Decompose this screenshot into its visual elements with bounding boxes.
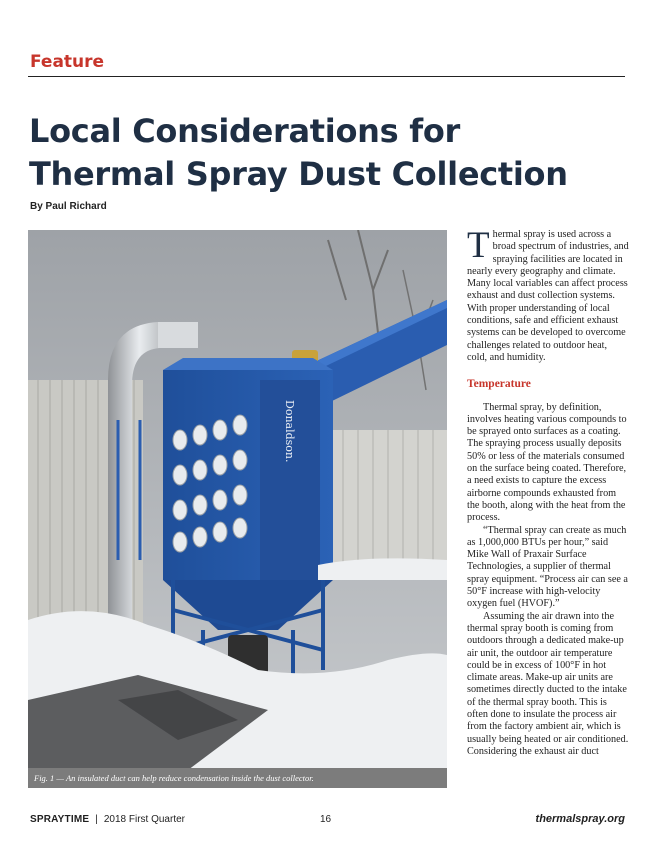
article-title [29,110,629,196]
body-paragraph: Assuming the air drawn into the thermal spray booth is coming from outdoors through a dedicated make-up air unit, the outdoor air temperature could be in excess of 100°F in hot climate areas. Make-up air units are sometimes directly ducted to the intake of the thermal spray booth. This is often done to insulate the process air from the factory ambient air, which is usually being heated or air conditioned. Considering the exhaust air duct [467,610,629,757]
title-line-1: Local Considerations for [29,112,461,150]
intro-paragraph [467,225,629,364]
temperature-section [467,402,629,759]
article-photo [28,230,447,770]
subhead-temperature: Temperature [467,378,531,391]
footer-publication [30,814,185,825]
drop-cap: T [467,225,490,266]
unit-brand-text: Donaldson. [283,400,296,463]
title-line-2: Thermal Spray Dust Collection [29,155,568,193]
footer-page-number: 16 [320,814,332,825]
footer-website: thermalspray.org [535,813,625,825]
header-rule [28,76,625,77]
dust-collector-photo [28,230,447,770]
byline: By Paul Richard [30,201,107,212]
footer-separator: | [95,814,98,825]
article-body-column [467,225,629,758]
figure-caption: Fig. 1 — An insulated duct can help reduce condensation inside the dust collector. [28,768,447,788]
body-paragraph: “Thermal spray can create as much as 1,000,000 BTUs per hour,” said Mike Wall of Praxair Surface Technologies, a supplier of thermal spray equipment. “Process air can see a 50°F increase with high-velocity oxygen fuel (HVOF).” [467,524,628,610]
intro-text: hermal spray is used across a broad spectrum of industries, and spraying facilities are located in nearly every geography and climate. Many local variables can affect process exhaust and dust collection systems. With proper understanding of local conditions, safe and efficient exhaust systems can be developed to overcome challenges related to outdoor heat, cold, and humidity. [467,229,629,363]
body-paragraph: Thermal spray, by definition, involves heating various compounds to be sprayed onto surfaces as a coating. The spraying process usually deposits 50% or less of the materials consumed on the surface being coated. Therefore, a need exists to capture the excess airborne compounds exhausted from the booth, along with the heat from the process. [467,401,627,524]
section-label: Feature [30,52,105,72]
footer-issue: 2018 First Quarter [103,814,185,825]
footer-brand: SPRAYTIME [30,814,90,825]
